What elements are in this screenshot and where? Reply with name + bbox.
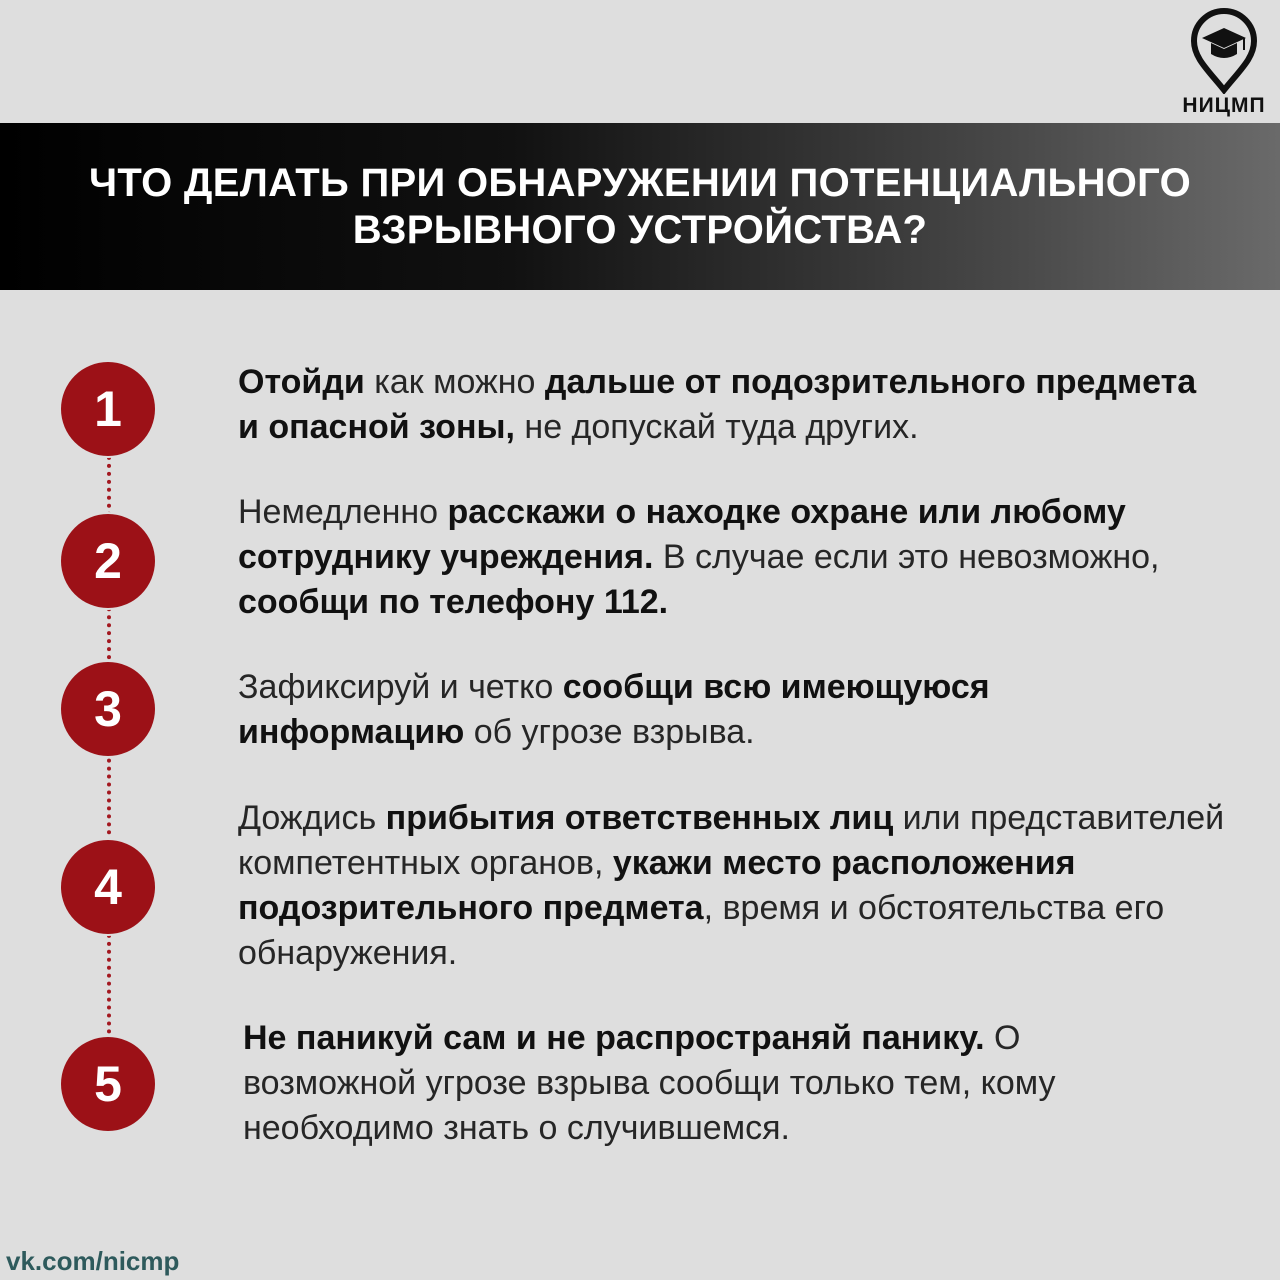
step-number-5: 5 xyxy=(61,1037,155,1131)
step-2-text-part: В случае если это невозможно, xyxy=(653,538,1160,576)
step-4-text-part: или представителей компетентных органов, xyxy=(238,799,1225,882)
step-2-text-part: сообщи по телефону 112. xyxy=(238,583,669,621)
logo xyxy=(1168,8,1280,118)
page-title: ЧТО ДЕЛАТЬ ПРИ ОБНАРУЖЕНИИ ПОТЕНЦИАЛЬНОГО ВЗРЫВНОГО УСТРОЙСТВА? xyxy=(88,160,1192,252)
footer-link[interactable]: vk.com/nicmp xyxy=(6,1246,180,1276)
location-pin-graduation-cap-icon xyxy=(1188,8,1260,94)
step-3-text-part: сообщи всю имеющуюся информацию xyxy=(238,668,990,751)
logo-text: НИЦМП xyxy=(1182,94,1266,117)
step-1-text-part: не допускай туда других. xyxy=(514,408,919,446)
step-number-2: 2 xyxy=(61,514,155,608)
step-5-text-part: Не паникуй сам и не распространяй панику. xyxy=(243,1019,985,1057)
step-3-text-part: об угрозе взрыва. xyxy=(464,713,755,751)
step-number-3: 3 xyxy=(61,662,155,756)
step-2-text-part: Немедленно xyxy=(238,493,448,531)
step-text-2 xyxy=(238,490,1208,625)
step-number-4: 4 xyxy=(61,840,155,934)
step-text-4 xyxy=(238,796,1228,976)
step-1-text-part: дальше от подозрительного предмета и опасной зоны, xyxy=(238,363,1197,446)
step-4-text-part: прибытия ответственных лиц xyxy=(385,799,894,837)
step-4-text-part: , время и обстоятельства его обнаружения. xyxy=(238,889,1165,972)
step-text-1 xyxy=(238,360,1198,450)
step-number-1: 1 xyxy=(61,362,155,456)
step-3-text-part: Зафиксируй и четко xyxy=(238,668,563,706)
step-5-text-part: О возможной угрозе взрыва сообщи только тем, кому необходимо знать о случившемся. xyxy=(243,1019,1056,1147)
step-4-text-part: укажи место расположения подозрительного предмета xyxy=(238,844,1076,927)
step-text-5 xyxy=(243,1016,1143,1151)
step-1-text-part: Отойди xyxy=(238,363,365,401)
step-text-3 xyxy=(238,665,1138,755)
step-1-text-part: как можно xyxy=(364,363,545,401)
header-banner xyxy=(0,123,1280,290)
step-4-text-part: Дождись xyxy=(238,799,386,837)
step-2-text-part: расскажи о находке охране или любому сотруднику учреждения. xyxy=(238,493,1126,576)
